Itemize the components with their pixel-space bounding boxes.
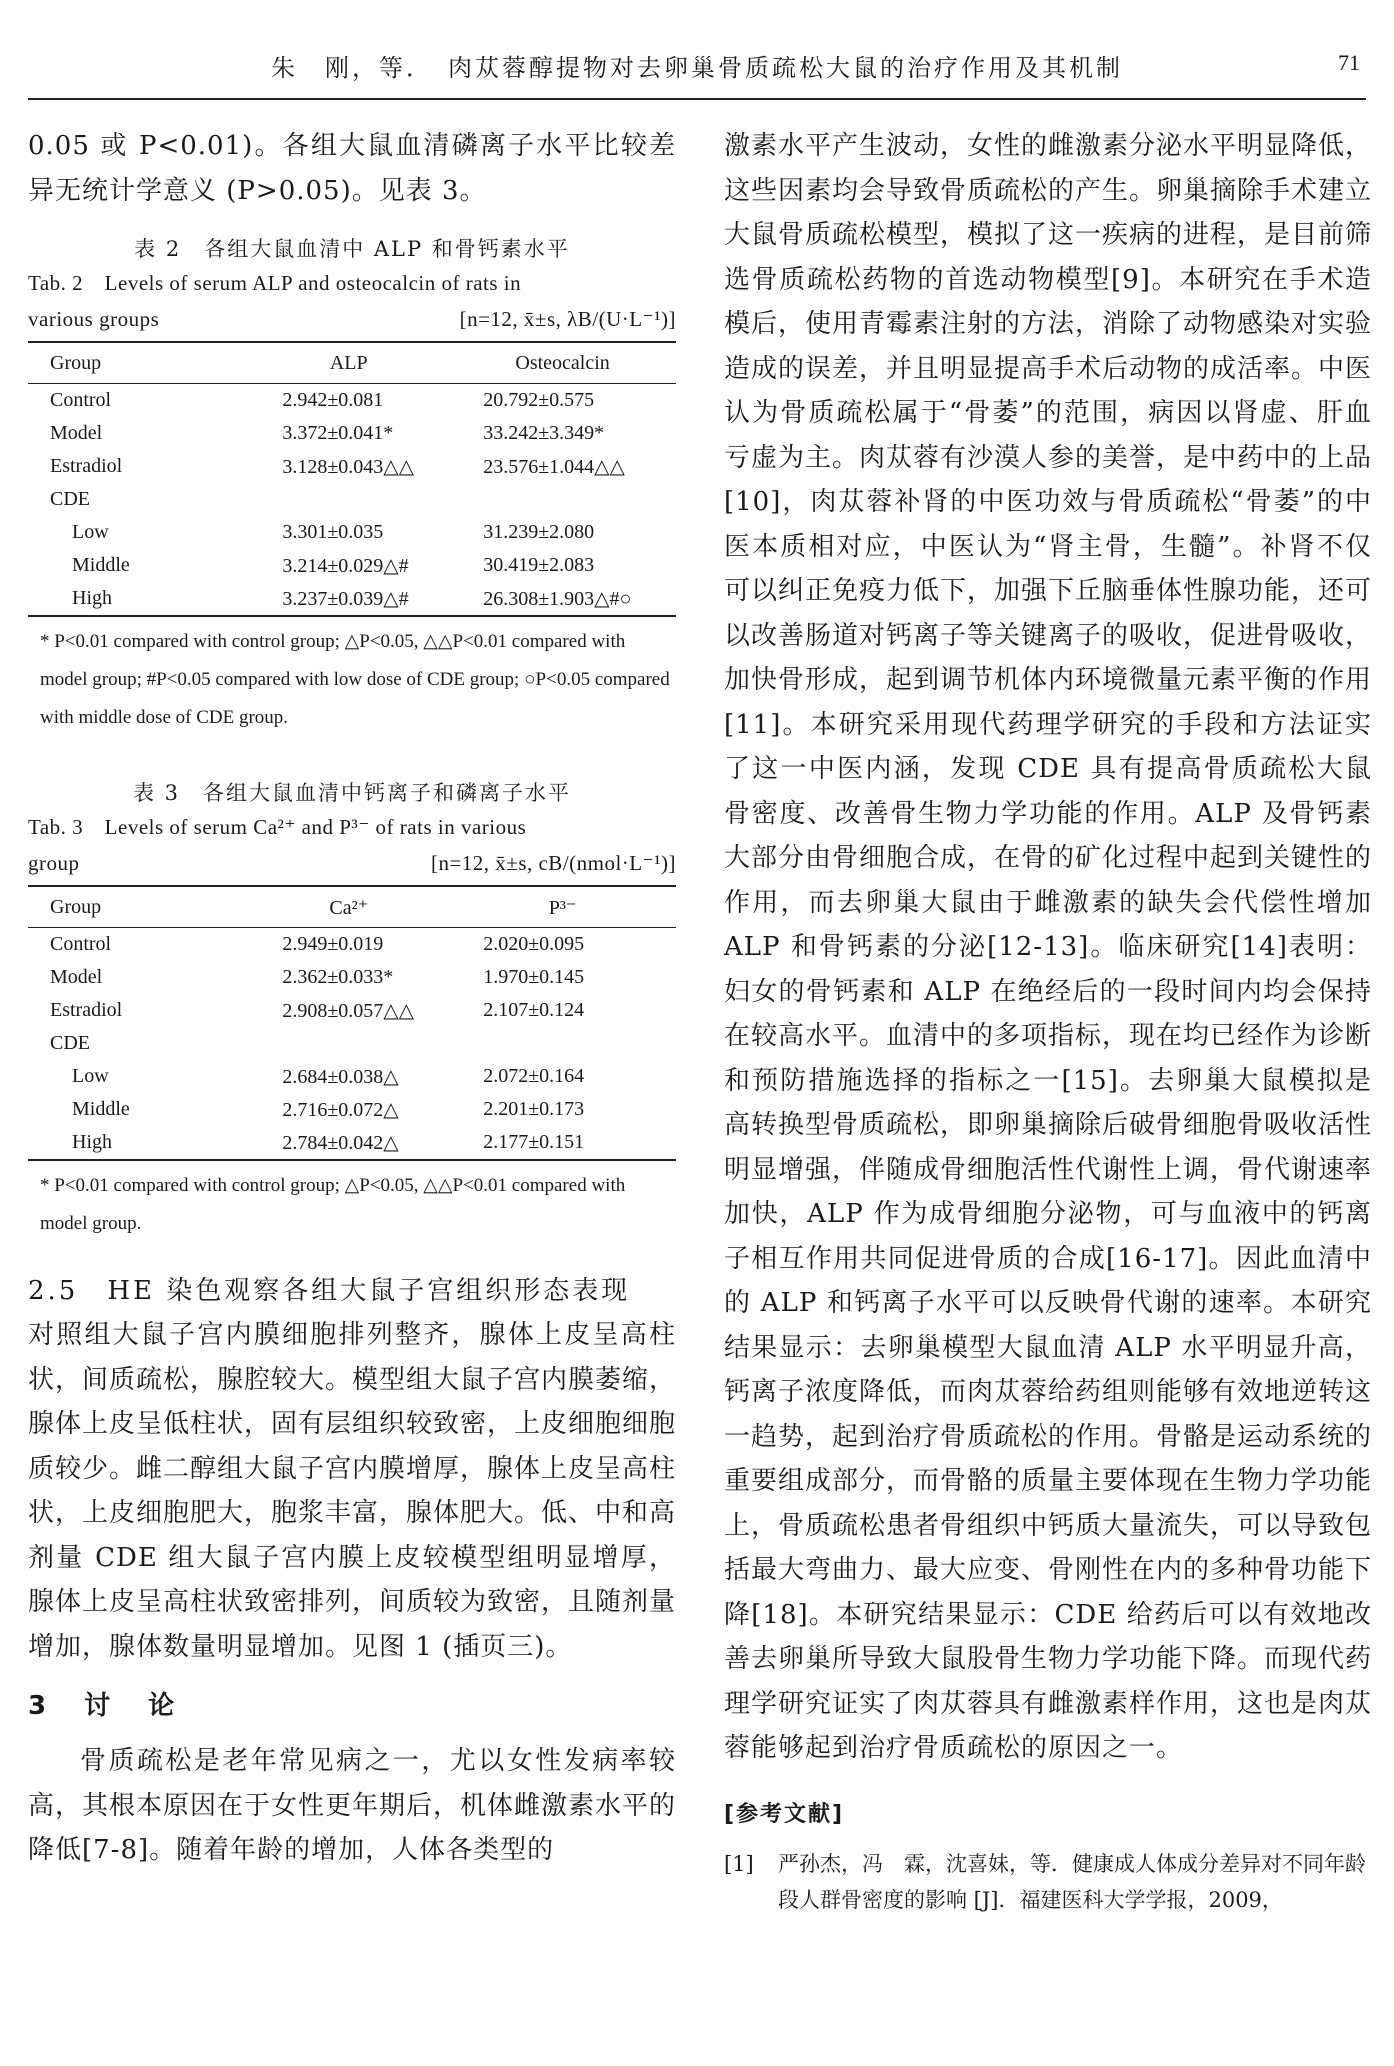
- section-2-5-title: 2.5 HE 染色观察各组大鼠子宫组织形态表现: [28, 1276, 631, 1306]
- table-row: [28, 516, 676, 549]
- discussion-body: 激素水平产生波动，女性的雌激素分泌水平明显降低，这些因素均会导致骨质疏松的产生。卵巢摘除手术建立大鼠骨质疏松模型，模拟了这一疾病的进程，是目前筛选骨质疏松药物的首选动物模型[9]。本研究在手术造模后，使用青霉素注射的方法，消除了动物感染对实验造成的误差，并且明显提高手术后动物的成活率。中医认为骨质疏松属于“骨萎”的范围，病因以肾虚、肝血亏虚为主。肉苁蓉有沙漠人参的美誉，是中药中的上品[10]，肉苁蓉补肾的中医功效与骨质疏松“骨萎”的中医本质相对应，中医认为“肾主骨，生髓”。补肾不仅可以纠正免疫力低下，加强下丘脑垂体性腺功能，还可以改善肠道对钙离子等关键离子的吸收，促进骨吸收，加快骨形成，起到调节机体内环境微量元素平衡的作用[11]。本研究采用现代药理学研究的手段和方法证实了这一中医内涵，发现 CDE 具有提高骨质疏松大鼠骨密度、改善骨生物力学功能的作用。ALP 及骨钙素大部分由骨细胞合成，在骨的矿化过程中起到关键性的作用，而去卵巢大鼠由于雌激素的缺失会代偿性增加 ALP 和骨钙素的分泌[12-13]。临床研究[14]表明：妇女的骨钙素和 ALP 在绝经后的一段时间内均会保持在较高水平。血清中的多项指标，现在均已经作为诊断和预防措施选择的指标之一[15]。去卵巢大鼠模拟是高转换型骨质疏松，即卵巢摘除后破骨细胞骨吸收活性明显增强，伴随成骨细胞活性代谢性上调，骨代谢速率加快，ALP 作为成骨细胞分泌物，可与血液中的钙离子相互作用共同促进骨质的合成[16-17]。因此血清中的 ALP 和钙离子水平可以反映骨代谢的速率。本研究结果显示：去卵巢模型大鼠血清 ALP 水平明显升高，钙离子浓度降低，而肉苁蓉给药组则能够有效地逆转这一趋势，起到治疗骨质疏松的作用。骨骼是运动系统的重要组成部分，而骨骼的质量主要体现在生物力学功能上，骨质疏松患者骨组织中钙质大量流失，可以导致包括最大弯曲力、最大应变、骨刚性在内的多种骨功能下降[18]。本研究结果显示：CDE 给药后可以有效地改善去卵巢所导致大鼠股骨生物力学功能下降。而现代药理学研究证实了肉苁蓉具有雌激素样作用，这也是肉苁蓉能够起到治疗骨质疏松的原因之一。: [724, 131, 1373, 1763]
- table-cell: Model: [50, 422, 103, 444]
- reference-item: [724, 1846, 1372, 1918]
- table2-note: * P<0.01 compared with control group; △P<0.05, △△P<0.01 compared with model group; #P<0.05 compared with low dose of CDE group; ○P<0.05 compared with middle dose of CDE group.: [40, 631, 670, 728]
- table-cell: 2.362±0.033*: [282, 966, 394, 988]
- table-cell: High: [72, 587, 112, 609]
- table-cell: 2.942±0.081: [282, 389, 384, 411]
- table3-caption-en-line2a: group: [28, 851, 80, 875]
- references-title: [参考文献]: [724, 1801, 845, 1827]
- table3-caption-en-line1: Tab. 3 Levels of serum Ca²⁺ and P³⁻ of rats in various: [28, 815, 527, 839]
- table-cell: 2.201±0.173: [483, 1098, 585, 1120]
- table-row: [28, 549, 676, 582]
- table3-header-row: [28, 886, 676, 928]
- table-cell: 3.237±0.039△#: [282, 588, 409, 610]
- table-cell: 31.239±2.080: [483, 521, 595, 543]
- table-cell: 3.128±0.043△△: [282, 456, 415, 478]
- table3-note: * P<0.01 compared with control group; △P<0.05, △△P<0.01 compared with model group.: [40, 1175, 626, 1234]
- intro-paragraph: 0.05 或 P<0.01)。各组大鼠血清磷离子水平比较差异无统计学意义 (P>0.05)。见表 3。: [28, 131, 676, 206]
- table-cell: Low: [72, 1065, 109, 1087]
- table-cell: Estradiol: [50, 455, 123, 477]
- table2-header-cell: ALP: [329, 351, 368, 374]
- table-row: [28, 450, 676, 483]
- table3: [28, 885, 676, 1161]
- table-cell: 2.684±0.038△: [282, 1066, 399, 1088]
- right-column: [724, 124, 1372, 1918]
- table-row: [28, 483, 676, 516]
- table-row: [28, 1027, 676, 1060]
- table-cell: 3.372±0.041*: [282, 422, 394, 444]
- table-row: [28, 928, 676, 962]
- table-cell: 23.576±1.044△△: [483, 456, 625, 478]
- reference-number: [1]: [724, 1851, 754, 1876]
- table2-caption-en-line2b: [n=12, x̄±s, λB/(U·L⁻¹)]: [459, 307, 676, 331]
- section-3-title: 3 讨 论: [28, 1691, 181, 1721]
- header-title: 朱 刚，等． 肉苁蓉醇提物对去卵巢骨质疏松大鼠的治疗作用及其机制: [271, 54, 1123, 82]
- table2-caption-zh: 表 2 各组大鼠血清中 ALP 和骨钙素水平: [134, 237, 570, 261]
- table3-caption-zh: 表 3 各组大鼠血清中钙离子和磷离子水平: [132, 781, 572, 805]
- table3-header-cell: P³⁻: [548, 896, 577, 919]
- table2-caption-en: [28, 265, 676, 337]
- table-row: [28, 1060, 676, 1093]
- table-row: [28, 1093, 676, 1126]
- table3-caption-en: [28, 809, 676, 881]
- running-header: [28, 40, 1366, 100]
- table-cell: 2.177±0.151: [483, 1131, 585, 1153]
- table-cell: [449, 1027, 676, 1060]
- table-cell: 3.301±0.035: [282, 521, 384, 543]
- table-cell: 2.784±0.042△: [282, 1132, 399, 1154]
- table2-caption-en-line2a: various groups: [28, 307, 160, 331]
- table-cell: Estradiol: [50, 999, 123, 1021]
- table-cell: 1.970±0.145: [483, 966, 585, 988]
- section-3-body: 骨质疏松是老年常见病之一，尤以女性发病率较高，其根本原因在于女性更年期后，机体雌激素水平的降低[7-8]。随着年龄的增加，人体各类型的: [28, 1746, 677, 1865]
- table-cell: 2.072±0.164: [483, 1065, 585, 1087]
- table-cell: 30.419±2.083: [483, 554, 595, 576]
- table3-caption-en-line2b: [n=12, x̄±s, cB/(nmol·L⁻¹)]: [430, 851, 676, 875]
- table-row: [28, 582, 676, 616]
- table-cell: Model: [50, 966, 103, 988]
- table-cell: 2.949±0.019: [282, 933, 384, 955]
- table-cell: [248, 1027, 449, 1060]
- table-cell: Middle: [72, 1098, 130, 1120]
- table-cell: 33.242±3.349*: [483, 422, 605, 444]
- table-cell: 2.020±0.095: [483, 933, 585, 955]
- table-cell: CDE: [50, 1032, 90, 1054]
- table-cell: 20.792±0.575: [483, 389, 595, 411]
- table-row: [28, 961, 676, 994]
- table-row: [28, 384, 676, 418]
- table2-header-cell: Group: [50, 351, 102, 374]
- table-row: [28, 994, 676, 1027]
- table-cell: 2.908±0.057△△: [282, 1000, 415, 1022]
- section-2-5-body: 对照组大鼠子宫内膜细胞排列整齐，腺体上皮呈高柱状，间质疏松，腺腔较大。模型组大鼠子宫内膜萎缩，腺体上皮呈低柱状，固有层组织较致密，上皮细胞细胞质较少。雌二醇组大鼠子宫内膜增厚，腺体上皮呈高柱状，上皮细胞肥大，胞浆丰富，腺体肥大。低、中和高剂量 CDE 组大鼠子宫内膜上皮较模型组明显增厚，腺体上皮呈高柱状致密排列，间质较为致密，且随剂量增加，腺体数量明显增加。见图 1 (插页三)。: [28, 1320, 677, 1662]
- table-row: [28, 417, 676, 450]
- table2: [28, 341, 676, 617]
- table-cell: CDE: [50, 488, 90, 510]
- table-cell: High: [72, 1131, 112, 1153]
- table-cell: Middle: [72, 554, 130, 576]
- table2-header-row: [28, 342, 676, 384]
- table-cell: Control: [50, 389, 112, 411]
- table-cell: 2.716±0.072△: [282, 1099, 399, 1121]
- table2-caption-en-line1: Tab. 2 Levels of serum ALP and osteocalcin of rats in: [28, 271, 522, 295]
- reference-text: 严孙杰，冯 霖，沈喜妹，等．健康成人体成分差异对不同年龄段人群骨密度的影响 [J]．福建医科大学学报，2009，: [778, 1851, 1366, 1912]
- table-cell: 3.214±0.029△#: [282, 555, 409, 577]
- table2-header-cell: Osteocalcin: [515, 351, 610, 374]
- table-cell: Low: [72, 521, 109, 543]
- table-cell: [248, 483, 449, 516]
- page-number: 71: [1338, 50, 1360, 75]
- table3-header-cell: Ca²⁺: [329, 896, 369, 919]
- left-column: [28, 124, 676, 1873]
- table-cell: [449, 483, 676, 516]
- table3-header-cell: Group: [50, 895, 102, 918]
- table-cell: 2.107±0.124: [483, 999, 585, 1021]
- table-row: [28, 1126, 676, 1160]
- table-cell: Control: [50, 933, 112, 955]
- table-cell: 26.308±1.903△#○: [483, 588, 632, 610]
